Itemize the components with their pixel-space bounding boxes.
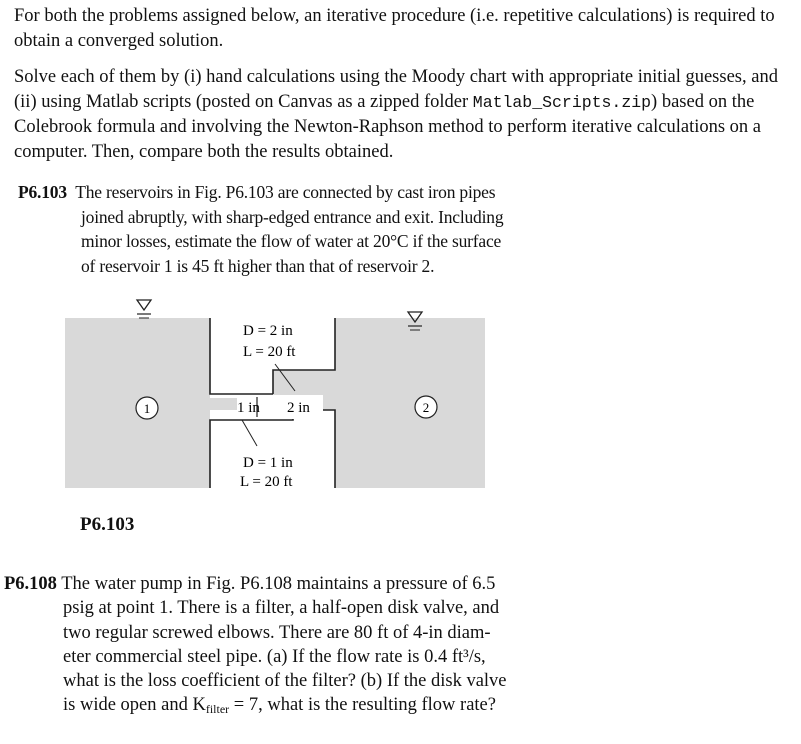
label-1-in: 1 in [237,400,260,416]
reservoir-figure [65,290,485,500]
k-filter-subscript: filter [205,702,230,717]
pipe2-diameter: D = 1 in [243,455,293,471]
problem-line: minor losses, estimate the flow of water at 20°C if the surface [81,231,502,251]
problem-line: two regular screwed elbows. There are 80 ft of 4-in diam- [63,622,491,643]
problem-6-108 [4,572,544,722]
figure-caption: P6.103 [80,514,135,535]
problem-line: psig at point 1. There is a filter, a half-open disk valve, and [63,598,500,619]
label-2-in: 2 in [287,400,310,416]
intro-text-a: Solve each of them by (i) hand calculations using the Moody chart with appropriate initial guesses, and (ii) using Matlab scripts (posted on Canvas as a zipped folder [14,67,778,112]
problem-line: eter commercial steel pipe. (a) If the flow rate is 0.4 ft³/s, [63,646,486,667]
problem-line: of reservoir 1 is 45 ft higher than that of reservoir 2. [81,255,435,276]
pipe1-diameter: D = 2 in [243,323,293,339]
pipe1-length: L = 20 ft [243,344,296,360]
matlab-zip-filename: Matlab_Scripts.zip [472,93,652,112]
reservoir-1-label: 1 [143,401,151,416]
problem-id: P6.103 [18,182,67,202]
problem-line: The reservoirs in Fig. P6.103 are connected by cast iron pipes [75,182,496,202]
pipe2-length: L = 20 ft [240,474,293,490]
problem-line: joined abruptly, with sharp-edged entrance and exit. Including [81,206,504,227]
problem-id: P6.108 [4,574,57,594]
problem-line: what is the loss coefficient of the filter? (b) If the disk valve [63,671,507,692]
problem-line-last [4,693,544,721]
surface-marker-1 [137,300,151,318]
reservoir-2-label: 2 [422,400,430,415]
problem-6-103 [18,180,548,278]
problem-line: The water pump in Fig. P6.108 maintains a pressure of 6.5 [61,574,496,594]
intro-text-b: ) based on the Colebrook formula and involving the Newton-Raphson method to perform iterative calculations on a computer. Then, compare both the results obtained. [14,92,762,162]
intro-paragraph-2 [14,65,789,165]
intro-paragraph-1: For both the problems assigned below, an iterative procedure (i.e. repetitive calculations) is required to obtain a converged solution. [14,6,775,51]
line-text: is wide open and K [63,695,206,716]
line-text: = 7, what is the resulting flow rate? [229,695,496,716]
